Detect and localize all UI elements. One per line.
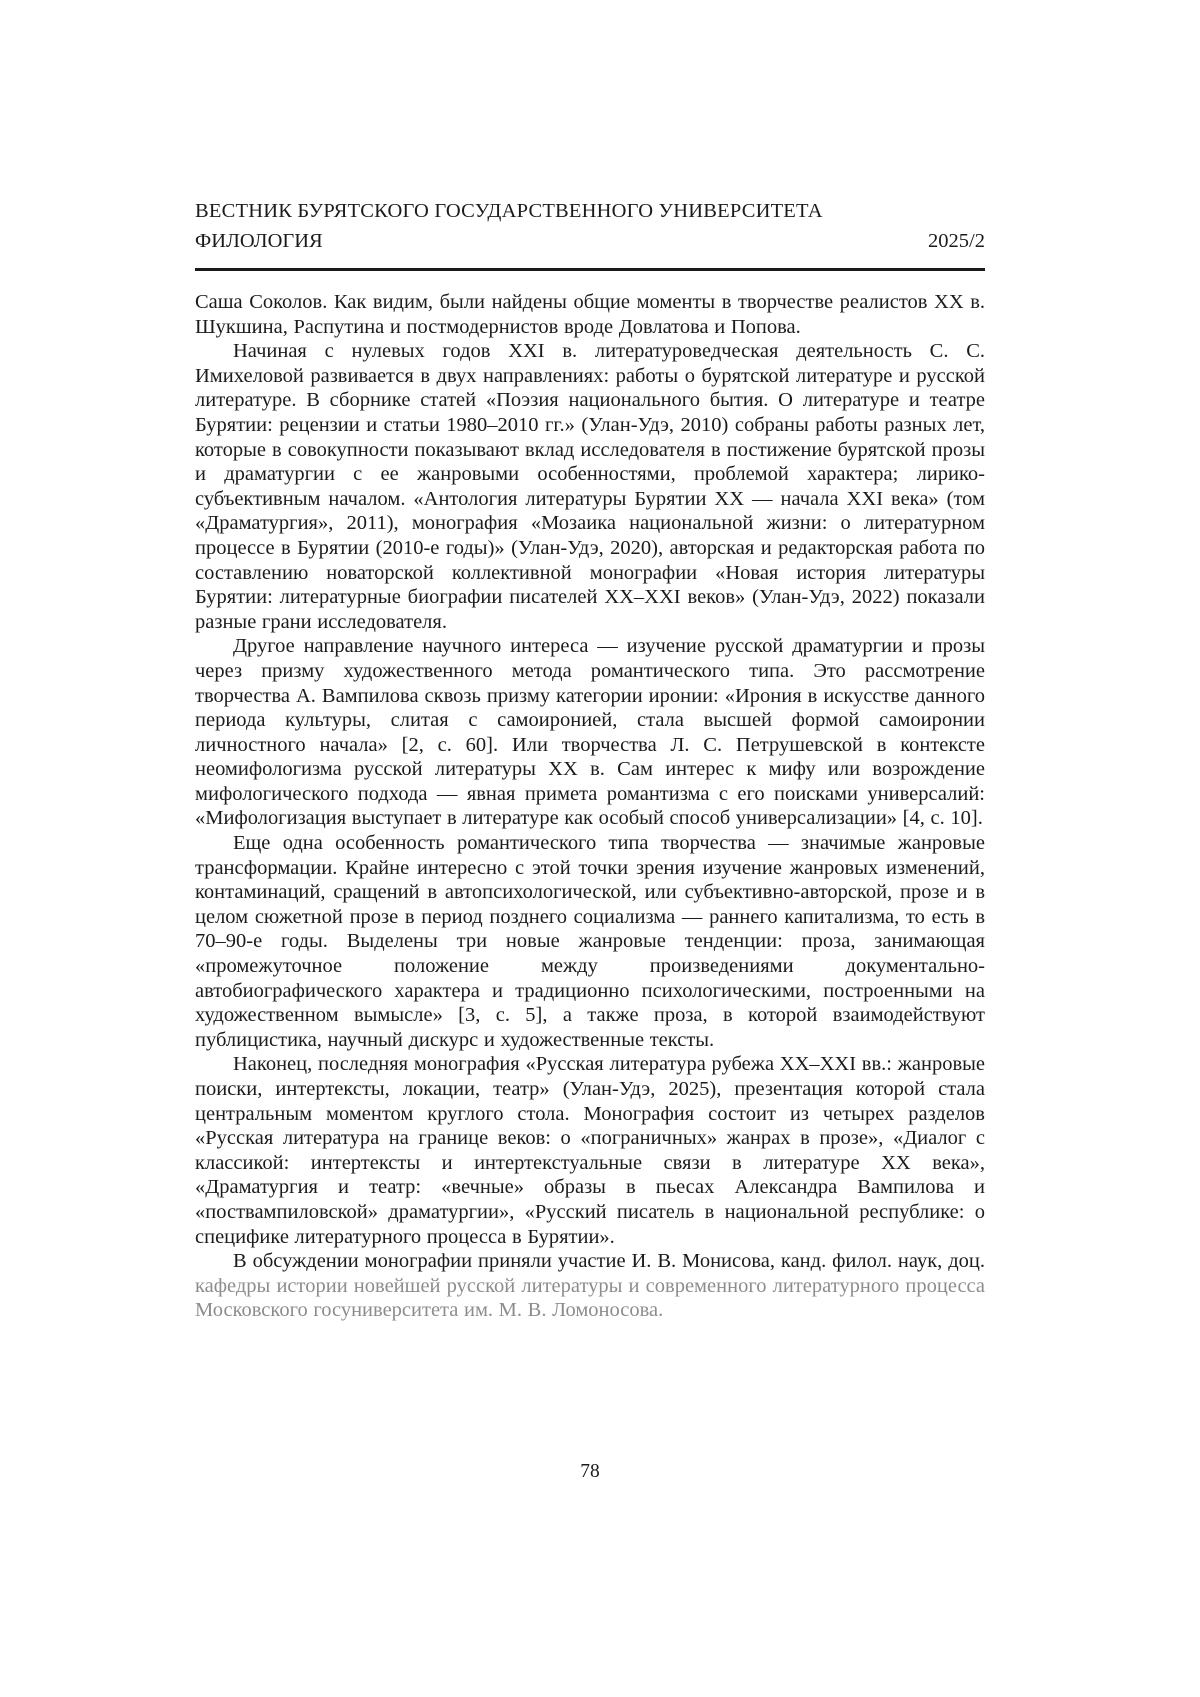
article-body bbox=[195, 290, 985, 1323]
journal-title: ВЕСТНИК БУРЯТСКОГО ГОСУДАРСТВЕННОГО УНИВЕРСИТЕТА bbox=[195, 200, 823, 222]
paragraph: Другое направление научного интереса — изучение русской драматургии и прозы через призму художественного метода романтического типа. Это рассмотрение творчества А. Вампилова сквозь призму категории иронии: «Ирония в искусстве данного периода культуры, слитая с самоиронией, стала высшей формой самоиронии личностного начала» [2, с. 60]. Или творчества Л. С. Петрушевской в контексте неомифологизма русской литературы XX в. Сам интерес к мифу или возрождение мифологического подхода — явная примета романтизма с его поисками универсалий: «Мифологизация выступает в литературе как особый способ универсализации» [4, с. 10]. bbox=[195, 635, 985, 830]
page-number: 78 bbox=[580, 1461, 600, 1482]
paragraph: Саша Соколов. Как видим, были найдены общие моменты в творчестве реалистов XX в. Шукшина, Распутина и постмодернистов вроде Довлатова и Попова. bbox=[195, 291, 985, 338]
running-header bbox=[195, 196, 985, 271]
paragraph: Еще одна особенность романтического типа творчества — значимые жанровые трансформации. Крайне интересно с этой точки зрения изучение жанровых изменений, контаминаций, сращений в автопсихологической, или субъективно-авторской, прозе и в целом сюжетной прозе в период позднего социализма — раннего капитализма, то есть в 70–90-е годы. Выделены три новые жанровые тенденции: проза, занимающая «промежуточное положение между произведениями документально-автобиографического характера и традиционно психологическими, построенными на художественном вымысле» [3, с. 5], а также проза, в которой взаимодействуют публицистика, научный дискурс и художественные тексты. bbox=[195, 832, 985, 1051]
text-block bbox=[195, 196, 985, 1323]
paragraph-text: В обсуждении монографии приняли участие И. В. Монисова, канд. филол. наук, доц. bbox=[233, 1250, 985, 1273]
paragraph bbox=[195, 1249, 985, 1323]
section-title: ФИЛОЛОГИЯ bbox=[195, 230, 323, 252]
header-second-line bbox=[195, 226, 985, 256]
paragraph-text-muted: кафедры истории новейшей русской литературы и современного литературного процесса Московского госуниверситета им. М. В. Ломоносова. bbox=[195, 1274, 985, 1322]
paragraph: Начиная с нулевых годов XXI в. литературоведческая деятельность С. С. Имихеловой развивается в двух направлениях: работы о бурятской литературе и русской литературе. В сборнике статей «Поэзия национального бытия. О литературе и театре Бурятии: рецензии и статьи 1980–2010 гг.» (Улан-Удэ, 2010) собраны работы разных лет, которые в совокупности показывают вклад исследователя в постижение бурятской прозы и драматургии с ее жанровыми особенностями, проблемой характера; лирико-субъективным началом. «Антология литературы Бурятии XX — начала XXI века» (том «Драматургия», 2011), монография «Мозаика национальной жизни: о литературном процессе в Бурятии (2010-е годы)» (Улан-Удэ, 2020), авторская и редакторская работа по составлению новаторской коллективной монографии «Новая история литературы Бурятии: литературные биографии писателей XX–XXI веков» (Улан-Удэ, 2022) показали разные грани исследователя. bbox=[195, 340, 985, 633]
paragraph: Наконец, последняя монография «Русская литература рубежа XX–XXI вв.: жанровые поиски, интертексты, локации, театр» (Улан-Удэ, 2025), презентация которой стала центральным моментом круглого стола. Монография состоит из четырех разделов «Русская литература на границе веков: о «пограничных» жанрах в прозе», «Диалог с классикой: интертексты и интертекстуальные связи в литературе XX века», «Драматургия и театр: «вечные» образы в пьесах Александра Вампилова и «поствампиловской» драматургии», «Русский писатель в национальной республике: о специфике литературного процесса в Бурятии». bbox=[195, 1053, 985, 1248]
issue-number: 2025/2 bbox=[928, 230, 985, 252]
